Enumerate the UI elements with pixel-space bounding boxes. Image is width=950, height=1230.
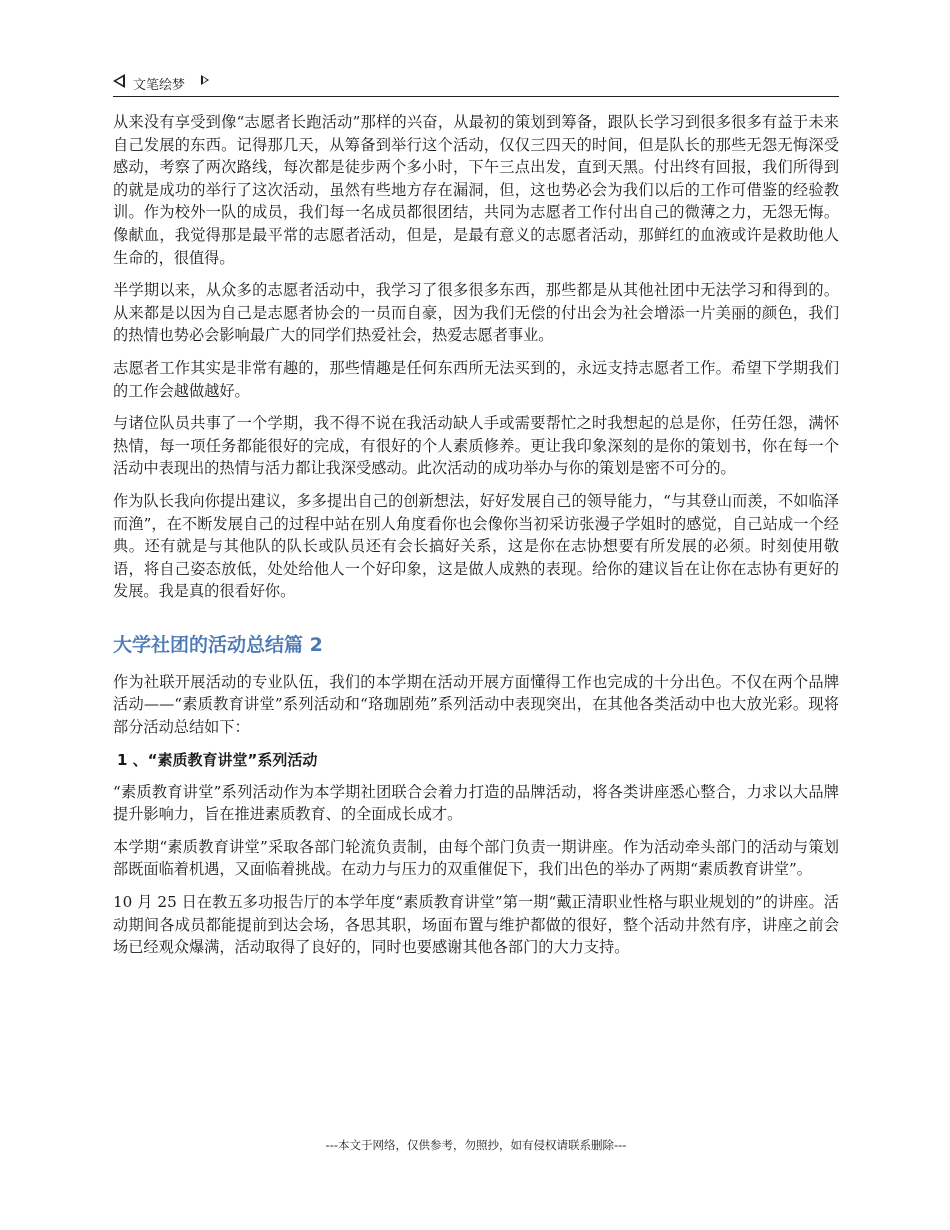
subsection-heading: 1 、“素质教育讲堂”系列活动	[117, 750, 318, 769]
body-paragraph: 从来没有享受到像“志愿者长跑活动”那样的兴奋，从最初的策划到筹备，跟队长学习到很多很多有益于未来自己发展的东西。记得那几天，从筹备到举行这个活动，仅仅三四天的时间，但是队长的那些无怨无悔深受感动，考察了两次路线，每次都是徒步两个多小时，下午三点出发，直到天黑。付出终有回报，我们所得到的就是成功的举行了这次活动，虽然有些地方存在漏洞，但，这也势必会为我们以后的工作可借鉴的经验教训。作为校外一队的成员，我们每一名成员都很团结，共同为志愿者工作付出自己的微薄之力，无怨无悔。像献血，我觉得那是最平常的志愿者活动，但是，是最有意义的志愿者活动，那鲜红的血液或许是救助他人生命的，很值得。	[113, 113, 839, 267]
document-body	[113, 111, 839, 969]
body-paragraph: “素质教育讲堂”系列活动作为本学期社团联合会着力打造的品牌活动，将各类讲座悉心整合，力求以大品牌提升影响力，旨在推进素质教育、的全面成长成才。	[113, 782, 839, 824]
section-heading: 大学社团的活动总结篇 2	[113, 633, 323, 656]
header-brand: 文笔绘梦	[133, 78, 186, 93]
page-footer: ---本文于网络，仅供参考，勿照抄，如有侵权请联系删除---	[325, 1138, 627, 1152]
body-paragraph: 作为队长我向你提出建议，多多提出自己的创新想法，好好发展自己的领导能力，“与其登山而羡，不如临泽而渔”，在不断发展自己的过程中站在别人角度看你也会像你当初采访张漫子学姐时的感觉，自己站成一个经典。还有就是与其他队的队长或队员还有会长搞好关系，这是你在志协想要有所发展的必须。时刻使用敬语，将自己姿态放低，处处给他人一个好印象，这是做人成熟的表现。给你的建议旨在让你在志协有更好的发展。我是真的很看好你。	[113, 491, 839, 601]
body-paragraph: 志愿者工作其实是非常有趣的，那些情趣是任何东西所无法买到的，永远支持志愿者工作。希望下学期我们的工作会越做越好。	[113, 358, 839, 400]
page-header	[113, 70, 839, 97]
document-page	[113, 0, 839, 1230]
body-paragraph: 与诸位队员共事了一个学期，我不得不说在我活动缺人手或需要帮忙之时我想起的总是你，任劳任怨，满怀热情，每一项任务都能很好的完成，有很好的个人素质修养。更让我印象深刻的是你的策划书，你在每一个活动中表现出的热情与活力都让我深受感动。此次活动的成功举办与你的策划是密不可分的。	[113, 414, 839, 478]
triangle-left-icon	[113, 74, 125, 88]
body-paragraph: 本学期“素质教育讲堂”采取各部门轮流负责制，由每个部门负责一期讲座。作为活动牵头部门的活动与策划部既面临着机遇，又面临着挑战。在动力与压力的双重催促下，我们出色的举办了两期“素质教育讲堂”。	[113, 837, 839, 879]
section-intro: 作为社联开展活动的专业队伍，我们的本学期在活动开展方面懂得工作也完成的十分出色。不仅在两个品牌活动——“素质教育讲堂”系列活动和“珞珈剧苑”系列活动中表现突出，在其他各类活动中也大放光彩。现将部分活动总结如下：	[113, 672, 839, 737]
body-paragraph: 10 月 25 日在教五多功报告厅的本学年度“素质教育讲堂”第一期“戴正清职业性格与职业规划的”的讲座。活动期间各成员都能提前到达会场，各思其职，场面布置与维护都做的很好，整个活动井然有序，讲座之前会场已经观众爆满，活动取得了良好的，同时也要感谢其他各部门的大力支持。	[113, 893, 839, 957]
body-paragraph: 半学期以来，从众多的志愿者活动中，我学习了很多很多东西，那些都是从其他社团中无法学习和得到的。从来都是以因为自己是志愿者协会的一员而自豪，因为我们无偿的付出会为社会增添一片美丽的颜色，我们的热情也势必会影响最广大的同学们热爱社会，热爱志愿者事业。	[113, 281, 839, 345]
triangle-right-icon	[201, 75, 209, 85]
